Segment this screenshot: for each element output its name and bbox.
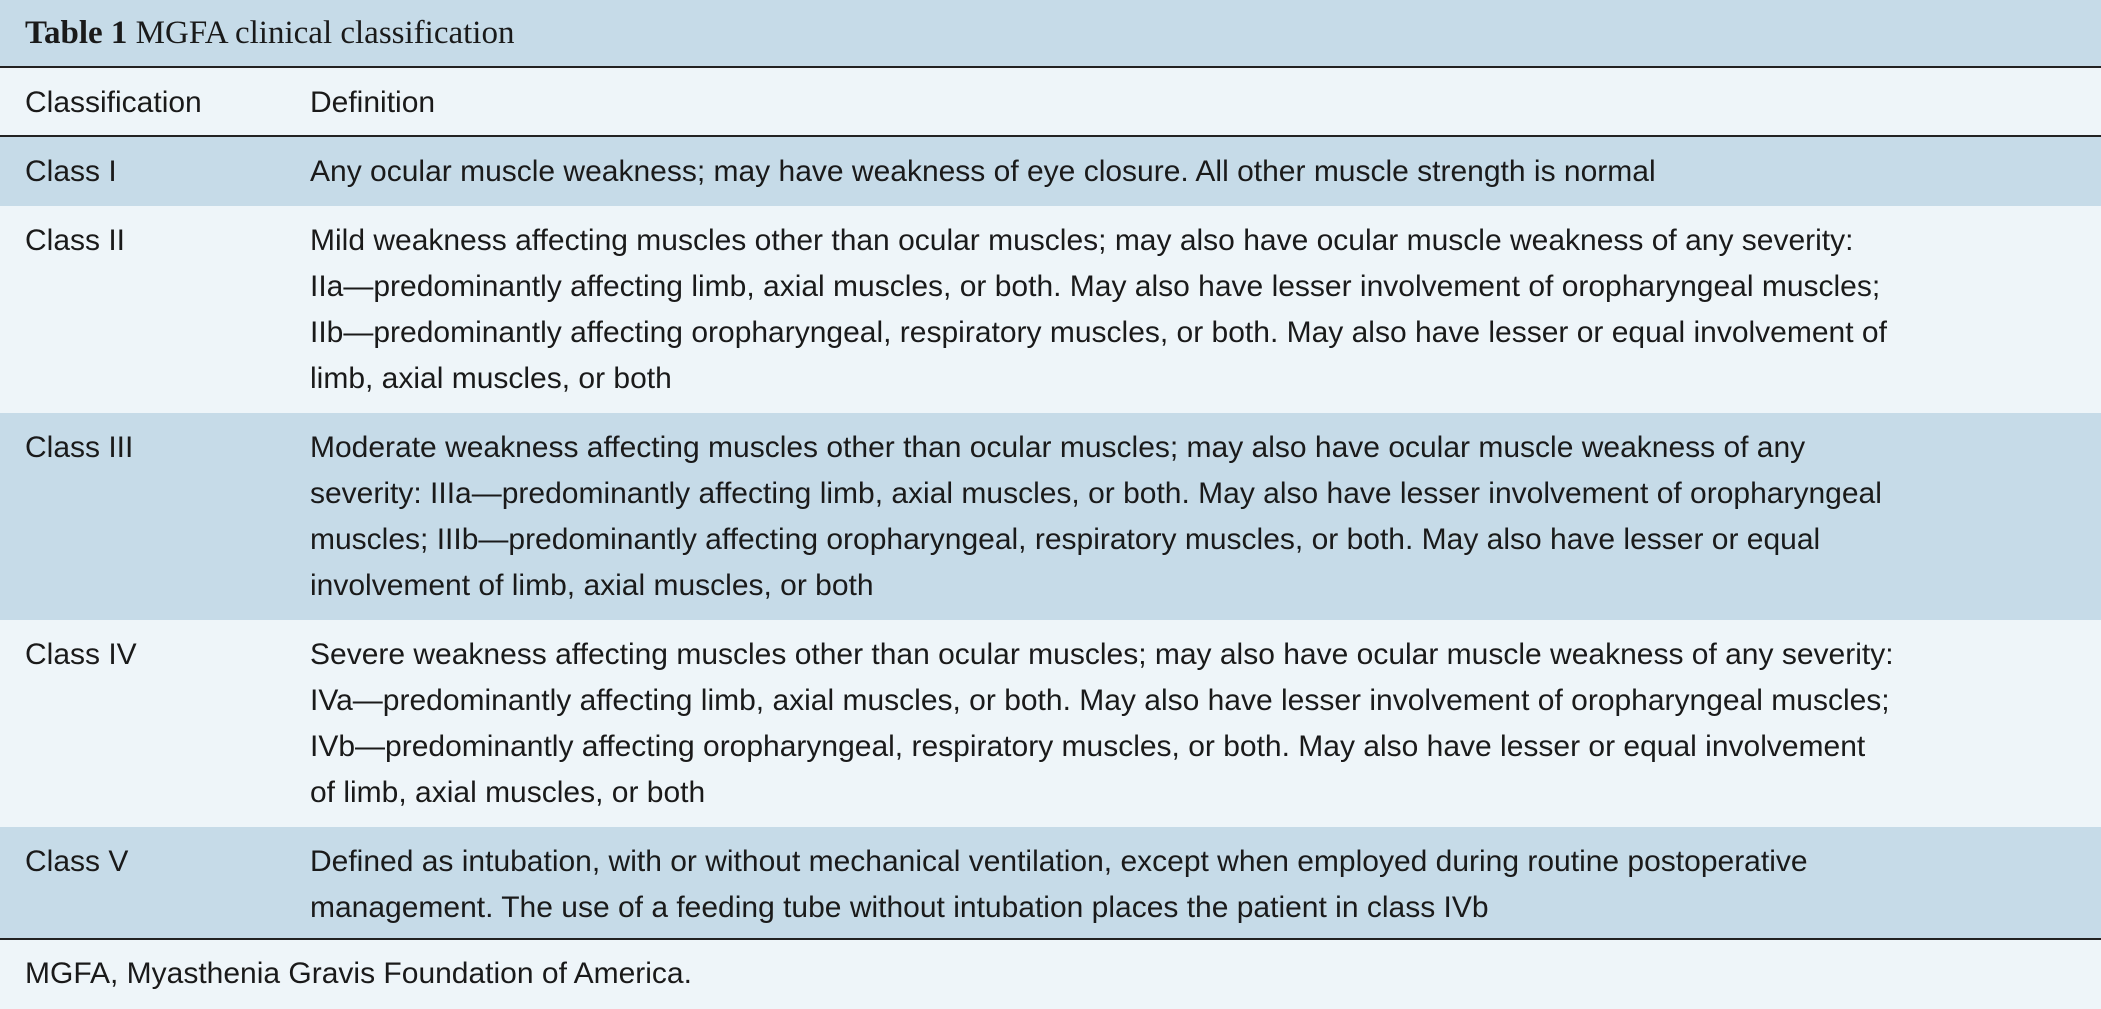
definition-line: severity: IIIa—predominantly affecting limb, axial muscles, or both. May also have lesser involvement of oropharyngeal [310, 477, 1882, 510]
row-definition [310, 425, 2090, 609]
table-footnote-row [0, 938, 2101, 1009]
table-title-text: MGFA clinical classification [135, 15, 515, 51]
definition-line: Moderate weakness affecting muscles other than ocular muscles; may also have ocular muscle weakness of any [310, 431, 1806, 464]
row-classification: Class II [25, 224, 126, 257]
row-classification: Class I [25, 155, 117, 188]
definition-line: Defined as intubation, with or without mechanical ventilation, except when employed during routine postoperative [310, 845, 1808, 878]
row-classification: Class V [25, 845, 129, 878]
row-definition [310, 839, 2090, 931]
definition-line: Any ocular muscle weakness; may have weakness of eye closure. All other muscle strength is normal [310, 155, 1656, 188]
table-footnote: MGFA, Myasthenia Gravis Foundation of America. [25, 957, 692, 990]
table-row [0, 206, 2101, 413]
definition-line: IVb—predominantly affecting oropharyngeal, respiratory muscles, or both. May also have lesser or equal involvement [310, 730, 1866, 763]
definition-line: of limb, axial muscles, or both [310, 776, 706, 809]
row-definition [310, 149, 2090, 195]
header-classification: Classification [25, 86, 202, 119]
table-row [0, 137, 2101, 206]
definition-line: IVa—predominantly affecting limb, axial muscles, or both. May also have lesser involvement of oropharyngeal muscles; [310, 684, 1890, 717]
definition-line: Mild weakness affecting muscles other than ocular muscles; may also have ocular muscle weakness of any severity: [310, 224, 1854, 257]
row-classification: Class IV [25, 638, 137, 671]
table-title [25, 14, 514, 52]
table-row [0, 620, 2101, 827]
definition-line: IIb—predominantly affecting oropharyngeal, respiratory muscles, or both. May also have lesser or equal involvement of [310, 316, 1887, 349]
table-row [0, 413, 2101, 620]
definition-line: limb, axial muscles, or both [310, 362, 672, 395]
definition-line: involvement of limb, axial muscles, or both [310, 569, 874, 602]
definition-line: IIa—predominantly affecting limb, axial muscles, or both. May also have lesser involvement of oropharyngeal muscles; [310, 270, 1881, 303]
row-definition [310, 632, 2090, 816]
definition-line: muscles; IIIb—predominantly affecting oropharyngeal, respiratory muscles, or both. May also have lesser or equal [310, 523, 1821, 556]
table-row [0, 827, 2101, 938]
definition-line: management. The use of a feeding tube without intubation places the patient in class IVb [310, 891, 1489, 924]
row-definition [310, 218, 2090, 402]
table-title-label: Table 1 [25, 15, 128, 51]
definition-line: Severe weakness affecting muscles other than ocular muscles; may also have ocular muscle weakness of any severity: [310, 638, 1894, 671]
table-header-row [0, 68, 2101, 137]
table-title-bar [0, 0, 2101, 68]
header-definition: Definition [310, 86, 436, 119]
row-classification: Class III [25, 431, 134, 464]
